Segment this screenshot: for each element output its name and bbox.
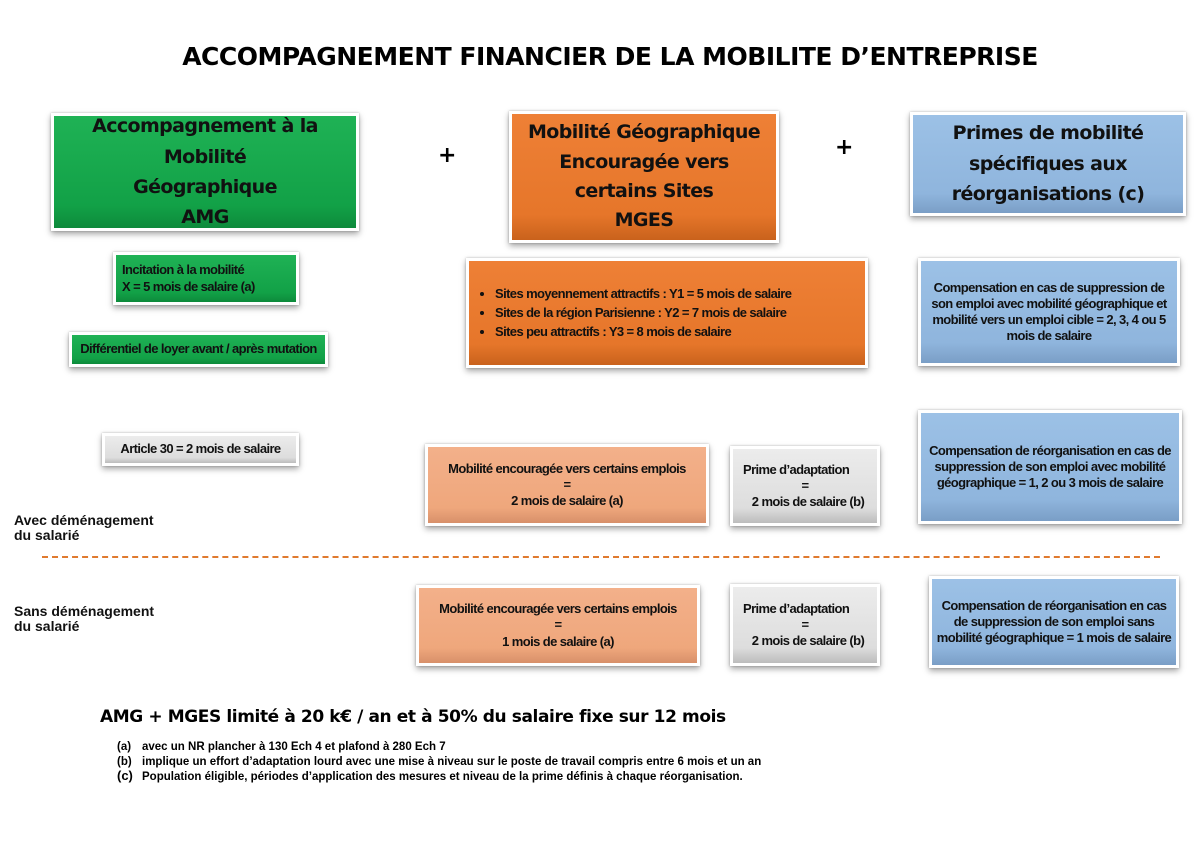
mges-header-line4: MGES [614, 209, 674, 232]
loyer-text: Différentiel de loyer avant / après mutation [80, 341, 317, 357]
row-label-sans-line2: du salarié [14, 618, 80, 634]
compensation-cible-text: Compensation en cas de suppression de son emploi avec mobilité géographique et mobilité vers un emploi cible = 2, 3, 4 ou 5 mois de salaire [931, 279, 1167, 344]
compensation-avec-box [918, 410, 1182, 524]
adaptation-sans-line2: = [801, 616, 809, 632]
footnotes [117, 740, 761, 785]
footnote-key: (c) [117, 768, 133, 783]
amg-header-line1: Accompagnement à la Mobilité [92, 115, 318, 168]
page-title: ACCOMPAGNEMENT FINANCIER DE LA MOBILITE D’ENTREPRISE [182, 42, 1038, 71]
mges-header-line3: certains Sites [574, 180, 714, 202]
amg-header-line2: Géographique [133, 176, 277, 198]
footnote-b [117, 755, 761, 770]
mges-header-box [509, 111, 779, 243]
incitation-box [113, 252, 299, 305]
adaptation-avec-box [730, 446, 880, 526]
emplois-avec-box [425, 444, 709, 526]
incitation-line2: X = 5 mois de salaire (a) [122, 278, 255, 294]
site-item: • Sites de la région Parisienne : Y2 = 7 mois de salaire [495, 305, 791, 321]
site-item: • Sites moyennement attractifs : Y1 = 5 mois de salaire [495, 286, 791, 302]
primes-header-box [910, 112, 1186, 216]
caption-limit: AMG + MGES limité à 20 k€ / an et à 50% du salaire fixe sur 12 mois [100, 707, 726, 727]
footnote-key: (a) [117, 741, 132, 753]
compensation-sans-box [929, 576, 1179, 668]
emplois-sans-box [416, 585, 700, 666]
amg-header-box [51, 113, 359, 231]
row-label-avec-line2: du salarié [14, 527, 80, 543]
article30-text: Article 30 = 2 mois de salaire [120, 441, 281, 457]
row-label-avec-line1: Avec déménagement [14, 512, 154, 528]
primes-header-line2: spécifiques aux [969, 152, 1127, 175]
mges-header-line1: Mobilité Géographique [527, 121, 761, 144]
adaptation-avec-line3: 2 mois de salaire (b) [751, 494, 865, 510]
compensation-cible-box [918, 258, 1180, 366]
footnote-key: (b) [117, 755, 132, 768]
emplois-avec-line3: 2 mois de salaire (a) [511, 493, 623, 509]
primes-header-line1: Primes de mobilité [952, 122, 1144, 145]
compensation-avec-text: Compensation de réorganisation en cas de suppression de son emploi avec mobilité géographique = 1, 2 ou 3 mois de salaire [929, 442, 1171, 491]
site-item: • Sites peu attractifs : Y3 = 8 mois de salaire [495, 324, 791, 340]
mges-header-line2: Encouragée vers [559, 150, 729, 173]
emplois-avec-line2: = [563, 476, 571, 492]
adaptation-avec-line1: Prime d’adaptation [743, 461, 850, 477]
emplois-sans-line2: = [554, 617, 562, 633]
row-label-sans-line1: Sans déménagement [14, 603, 155, 619]
footnote-a [117, 740, 761, 755]
adaptation-sans-line3: 2 mois de salaire (b) [751, 633, 865, 649]
compensation-sans-text: Compensation de réorganisation en cas de suppression de son emploi sans mobilité géographique = 1 mois de salaire [936, 597, 1172, 646]
adaptation-sans-box [730, 584, 880, 666]
row-label-sans [14, 604, 154, 634]
sites-list [469, 283, 791, 344]
emplois-sans-line1: Mobilité encouragée vers certains emplois [439, 601, 677, 617]
article30-box [102, 433, 299, 466]
amg-header-line3: AMG [181, 206, 229, 229]
emplois-avec-line1: Mobilité encouragée vers certains emplois [448, 460, 686, 476]
footnote-text: Population éligible, périodes d’application des mesures et niveau de la prime définis à chaque réorganisation. [142, 771, 743, 783]
incitation-line1: Incitation à la mobilité [122, 262, 245, 278]
footnote-text: avec un NR plancher à 130 Ech 4 et plafond à 280 Ech 7 [142, 741, 446, 753]
primes-header-line3: réorganisations (c) [951, 183, 1145, 206]
adaptation-sans-line1: Prime d’adaptation [743, 600, 850, 616]
dashed-divider [42, 556, 1160, 558]
row-label-avec [14, 513, 154, 543]
footnote-text: implique un effort d’adaptation lourd avec une mise à niveau sur le poste de travail compris entre 6 mois et un an [142, 755, 762, 768]
plus-sign-2: + [835, 135, 854, 160]
plus-sign-1: + [438, 143, 457, 168]
footnote-c [117, 769, 761, 785]
loyer-box [69, 332, 328, 367]
mges-sites-box [466, 258, 868, 368]
adaptation-avec-line2: = [801, 477, 809, 493]
emplois-sans-line3: 1 mois de salaire (a) [502, 633, 614, 649]
